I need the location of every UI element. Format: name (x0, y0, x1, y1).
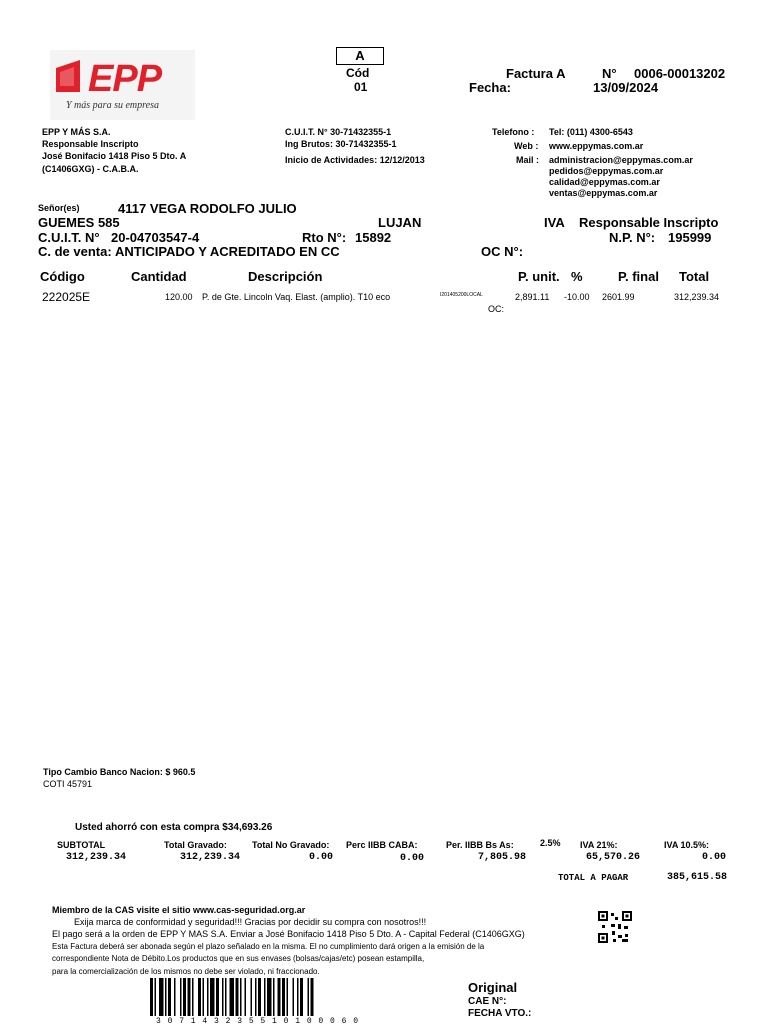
cod-value: 01 (354, 80, 368, 94)
per-bsas-value: 7,805.98 (478, 852, 527, 863)
row-codigo: 222025E (42, 290, 91, 304)
senor-label: Señor(es) (38, 203, 80, 213)
gravado-label: Total Gravado: (164, 840, 227, 850)
exchange-rate: Tipo Cambio Banco Nacion: $ 960.5 (43, 767, 196, 777)
client-city: LUJAN (378, 215, 422, 230)
issuer-city: (C1406GXG) - C.A.B.A. (42, 164, 139, 174)
cod-label: Cód (346, 66, 370, 80)
issuer-address: José Bonifacio 1418 Piso 5 Dto. A (42, 151, 187, 161)
logo-tagline: Y más para su empresa (66, 100, 159, 111)
iva105-label: IVA 10.5%: (664, 840, 710, 850)
mail-value: calidad@eppymas.com.ar (549, 177, 660, 187)
cae-vto-label: FECHA VTO.: (468, 1008, 532, 1019)
number-label: N° (602, 66, 617, 81)
nogravado-label: Total No Gravado: (252, 840, 330, 850)
row-ref: I201405200LOCAL (440, 292, 483, 298)
col-cantidad: Cantidad (131, 269, 187, 284)
col-pfinal: P. final (618, 269, 659, 284)
cventa-value: ANTICIPADO Y ACREDITADO EN CC (115, 244, 340, 259)
row-punit: 2,891.11 (515, 292, 550, 302)
cas-note: Miembro de la CAS visite el sitio www.cas-seguridad.org.ar (52, 905, 306, 915)
issuer-condition: Responsable Inscripto (42, 139, 139, 149)
issuer-cuit: C.U.I.T. N° 30-71432355-1 (285, 127, 392, 137)
issuer-ing-brutos: Ing Brutos: 30-71432355-1 (285, 139, 397, 149)
perc-caba-label: Perc IIBB CABA: (346, 840, 418, 850)
row-pct: -10.00 (564, 292, 590, 302)
qr-code-icon (598, 911, 632, 943)
invoice-letter-box: A (336, 47, 384, 65)
iva-label: IVA (544, 215, 565, 230)
issuer-inicio: Inicio de Actividades: 12/12/2013 (285, 155, 425, 165)
row-pfinal: 2601.99 (602, 292, 635, 302)
subtotal-value: 312,239.34 (66, 852, 127, 863)
col-pct: % (571, 269, 583, 284)
issuer-name: EPP Y MÁS S.A. (42, 127, 111, 137)
date-label: Fecha: (469, 80, 511, 95)
client-cuit-label: C.U.I.T. N° (38, 230, 100, 245)
np-value: 195999 (668, 230, 712, 245)
total-value: 385,615.58 (667, 872, 728, 883)
rto-label: Rto N°: (302, 230, 347, 245)
coti: COTI 45791 (43, 779, 93, 789)
exija-note: Exija marca de conformidad y seguridad!!! Gracias por decidir su compra con nosotros!!! (74, 917, 427, 927)
nogravado-value: 0.00 (309, 852, 334, 863)
mail-label: Mail : (516, 155, 540, 165)
cae-label: CAE N°: (468, 996, 507, 1007)
rto-value: 15892 (355, 230, 392, 245)
invoice-number: 0006-00013202 (634, 66, 726, 81)
legal-line-1: Esta Factura deberá ser abonada según el plazo señalado en la misma. El no cumplimiento dará origen a la emisión de la (52, 942, 485, 951)
col-codigo: Código (40, 269, 85, 284)
savings-note: Usted ahorró con esta compra $34,693.26 (75, 822, 273, 833)
row-descripcion: P. de Gte. Lincoln Vaq. Elast. (amplio). T10 eco (202, 292, 391, 302)
col-descripcion: Descripción (248, 269, 323, 284)
web-value: www.eppymas.com.ar (549, 141, 644, 151)
per-bsas-pct: 2.5% (540, 838, 561, 848)
client-address: GUEMES 585 (38, 215, 120, 230)
iva-condition: Responsable Inscripto (579, 215, 719, 230)
iva21-value: 65,570.26 (586, 852, 641, 863)
mail-value: ventas@eppymas.com.ar (549, 188, 658, 198)
invoice-date: 13/09/2024 (593, 80, 659, 95)
telefono-value: Tel: (011) 4300-6543 (549, 127, 633, 137)
telefono-label: Telefono : (492, 127, 535, 137)
iva105-value: 0.00 (702, 852, 727, 863)
subtotal-label: SUBTOTAL (57, 840, 106, 850)
logo-wordmark: EPP (88, 58, 162, 100)
barcode-digits: 3 0 7 1 4 3 2 3 5 5 1 0 1 0 0 0 6 0 (156, 1017, 360, 1026)
pago-note: El pago será a la orden de EPP Y MAS S.A. Enviar a José Bonifacio 1418 Piso 5 Dto. A - Capital Federal (C1406GXG) (52, 929, 525, 939)
oc-label: OC N°: (481, 244, 524, 259)
client-cuit: 20-04703547-4 (111, 230, 200, 245)
perc-caba-value: 0.00 (400, 853, 425, 864)
row-total: 312,239.34 (674, 292, 720, 302)
doc-type: Factura A (506, 66, 566, 81)
client-name: 4117 VEGA RODOLFO JULIO (118, 201, 297, 216)
col-total: Total (679, 269, 710, 284)
row-cantidad: 120.00 (165, 292, 193, 302)
row-oc: OC: (488, 304, 505, 314)
legal-line-2: correspondiente Nota de Débito.Los productos que en sus envases (bolsas/cajas/etc) posean estampilla, (52, 954, 425, 963)
per-bsas-label: Per. IIBB Bs As: (446, 840, 514, 850)
copy-type: Original (468, 980, 518, 995)
np-label: N.P. N°: (609, 230, 656, 245)
mail-value: pedidos@eppymas.com.ar (549, 166, 664, 176)
web-label: Web : (514, 141, 539, 151)
mail-value: administracion@eppymas.com.ar (549, 155, 693, 165)
col-punit: P. unit. (518, 269, 560, 284)
iva21-label: IVA 21%: (580, 840, 618, 850)
total-label: TOTAL A PAGAR (558, 873, 629, 883)
gravado-value: 312,239.34 (180, 852, 241, 863)
legal-line-3: para la comercialización de los mismos no debe ser violado, ni fraccionado. (52, 967, 320, 976)
cventa-label: C. de venta: (38, 244, 112, 259)
barcode-icon (150, 978, 366, 1020)
